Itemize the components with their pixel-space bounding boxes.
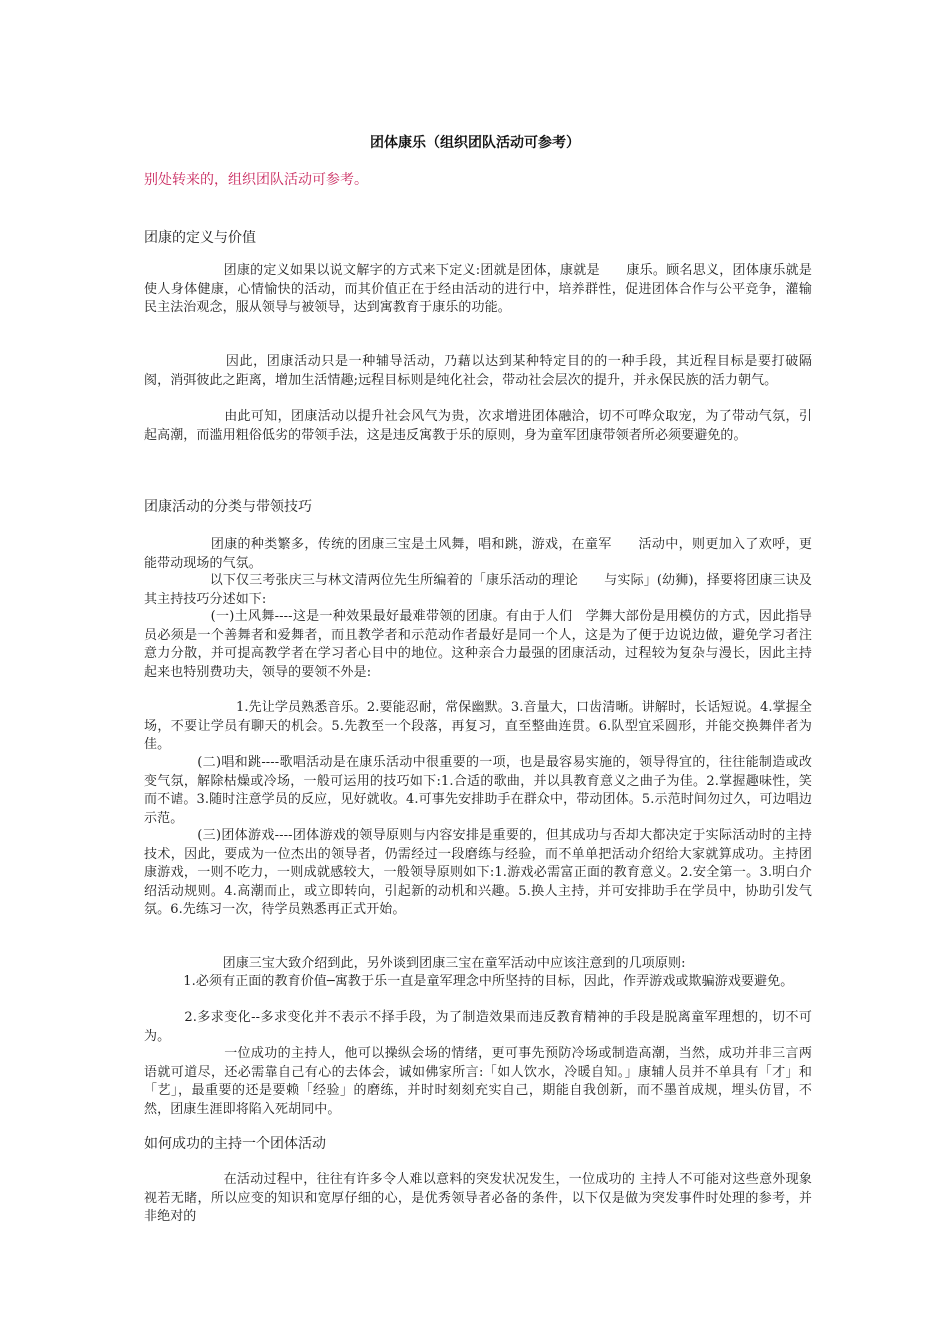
paragraph: (二)唱和跳----歌唱活动是在康乐活动中很重要的一项，也是最容易实施的，领导得宜的，往往能制造或改变气氛，解除枯燥或冷场，一般可运用的技巧如下:1.合适的歌曲，并以具教育意义之曲子为佳。2.掌握趣味性，笑而不谑。3.随时注意学员的反应，见好就收。4.可事先安排助手在群众中，带动团体。5.示范时间勿过久，可边唱边示范。 <box>144 755 812 826</box>
paragraph: 由此可知，团康活动以提升社会风气为贵，次求增进团体融洽，切不可哗众取宠，为了带动气氛，引起高潮，而滥用粗俗低劣的带领手法，这是违反寓教于乐的原则，身为童军团康带领者所必须要避免的。 <box>144 409 812 443</box>
paragraph: 团康三宝大致介绍到此，另外谈到团康三宝在童军活动中应该注意到的几项原则: <box>144 956 686 971</box>
paragraph: 团康的种类繁多，传统的团康三宝是土风舞，唱和跳，游戏，在童军 活动中，则更加入了欢呼，更能带动现场的气氛。 <box>144 537 812 571</box>
paragraph: 2.多求变化--多求变化并不表示不择手段，为了制造效果而违反教育精神的手段是脱离童军理想的，切不可为。 <box>144 1010 812 1044</box>
paragraph: 1.先让学员熟悉音乐。2.要能忍耐，常保幽默。3.音量大，口齿清晰。讲解时，长话短说。4.掌握全场，不要让学员有聊天的机会。5.先教至一个段落，再复习，直至整曲连贯。6.队型宜采圆形，并能交换舞伴者为佳。 <box>144 700 812 752</box>
paragraph: 一位成功的主持人，他可以操纵会场的情绪，更可事先预防冷场或制造高潮，当然，成功并非三言两语就可道尽，还必需靠自己有心的去体会，诚如佛家所言:「如人饮水，冷暖自知。」康辅人员并不单具有「才」和「艺」，最重要的还是要赖「经验」的磨练，并时时刻刻充实自己，期能自我创新，而不墨首成规，埋头仿冒，不然，团康生涯即将陷入死胡同中。 <box>144 1046 812 1117</box>
paragraph: 1.必须有正面的教育价值─寓教于乐一直是童军理念中所坚持的目标，因此，作弄游戏或欺骗游戏要避免。 <box>144 974 794 989</box>
paragraph: 以下仅三考张庆三与林文清两位先生所编着的「康乐活动的理论 与实际」(幼狮)，择要将团康三诀及其主持技巧分述如下: <box>144 573 812 607</box>
paragraph: (一)土风舞----这是一种效果最好最难带领的团康。有由于人们 学舞大部份是用模仿的方式，因此指导员必须是一个善舞者和爱舞者，而且教学者和示范动作者最好是同一个人，这是为了便于边说边做，避免学习者注意力分散，并可提高教学者在学习者心目中的地位。这种亲合力最强的团康活动，过程较为复杂与漫长，因此主持起来也特别费功夫，领导的要领不外是: <box>144 609 812 680</box>
paragraph: 团康的定义如果以说文解字的方式来下定义:团就是团体，康就是 康乐。顾名思义，团体康乐就是使人身体健康，心情愉快的活动，而其价值正在于经由活动的进行中，培养群性，促进团体合作与公平竞争，灌输民主法治观念，服从领导与被领导，达到寓教育于康乐的功能。 <box>144 263 812 315</box>
page-title: 团体康乐（组织团队活动可参考） <box>370 135 580 151</box>
paragraph: 因此，团康活动只是一种辅导活动，乃藉以达到某种特定目的的一种手段，其近程目标是要打破隔阂，消弭彼此之距离，增加生活情趣;远程目标则是纯化社会，带动社会层次的提升，并永保民族的活力朝气。 <box>144 354 812 388</box>
source-note: 别处转来的，组织团队活动可参考。 <box>144 172 368 188</box>
paragraph: (三)团体游戏----团体游戏的领导原则与内容安排是重要的，但其成功与否却大都决定于实际活动时的主持技术，因此，要成为一位杰出的领导者，仍需经过一段磨练与经验，而不单单把活动介绍给大家就算成功。主持团康游戏，一则不吃力，一则成就感较大，一般领导原则如下:1.游戏必需富正面的教育意义。2.安全第一。3.明白介绍活动规则。4.高潮而止，或立即转向，引起新的动机和兴趣。5.换人主持，并可安排助手在学员中，协助引发气氛。6.先练习一次，待学员熟悉再正式开始。 <box>144 828 812 917</box>
section-heading: 团康活动的分类与带领技巧 <box>144 499 312 515</box>
paragraph: 在活动过程中，往往有许多令人难以意料的突发状况发生，一位成功的 主持人不可能对这些意外现象视若无睹，所以应变的知识和宽厚仔细的心，是优秀领导者必备的条件，以下仅是做为突发事件时处理的参考，并非绝对的 <box>144 1172 812 1224</box>
section-heading: 如何成功的主持一个团体活动 <box>144 1136 326 1152</box>
section-heading: 团康的定义与价值 <box>144 230 256 246</box>
